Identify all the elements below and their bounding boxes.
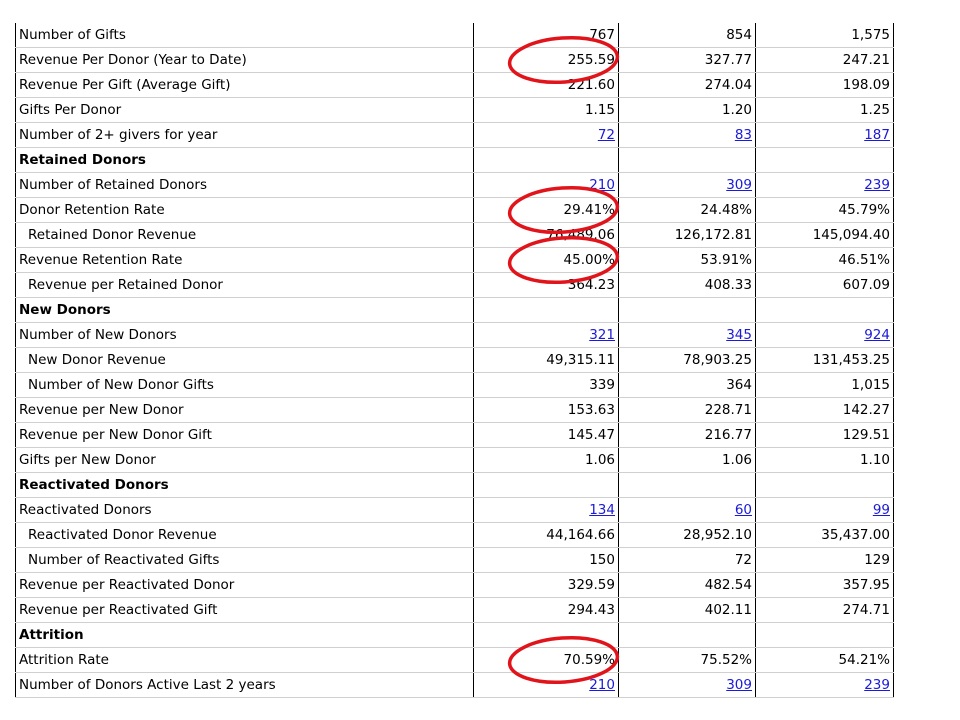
- value-cell: 1.25: [756, 98, 894, 123]
- row-label: Reactivated Donors: [16, 498, 474, 523]
- row-label: Number of 2+ givers for year: [16, 123, 474, 148]
- table-row: [16, 398, 894, 423]
- section-header-row: [16, 298, 894, 323]
- drilldown-link[interactable]: 83: [734, 127, 752, 143]
- value-cell: 46.51%: [756, 248, 894, 273]
- drilldown-link[interactable]: 345: [726, 327, 752, 343]
- value-cell: [619, 623, 756, 648]
- value-cell: 131,453.25: [756, 348, 894, 373]
- drilldown-link[interactable]: 239: [864, 177, 890, 193]
- value-cell: 53.91%: [619, 248, 756, 273]
- row-label: Retained Donor Revenue: [16, 223, 474, 248]
- row-label: Number of New Donor Gifts: [16, 373, 474, 398]
- value-cell: 150: [474, 548, 619, 573]
- table-row: [16, 198, 894, 223]
- value-cell: 35,437.00: [756, 523, 894, 548]
- value-cell: 364: [619, 373, 756, 398]
- value-cell: 482.54: [619, 573, 756, 598]
- value-cell: 126,172.81: [619, 223, 756, 248]
- value-cell: 339: [474, 373, 619, 398]
- table-row: [16, 448, 894, 473]
- value-cell: 24.48%: [619, 198, 756, 223]
- drilldown-link[interactable]: 210: [589, 177, 615, 193]
- row-label: Revenue per Reactivated Donor: [16, 573, 474, 598]
- table-row: [16, 173, 894, 198]
- value-cell: 28,952.10: [619, 523, 756, 548]
- row-label: Number of Donors Active Last 2 years: [16, 673, 474, 698]
- table-row: [16, 648, 894, 673]
- value-cell: 357.95: [756, 573, 894, 598]
- value-cell: [474, 298, 619, 323]
- value-cell: 45.00%: [474, 248, 619, 273]
- value-cell: 75.52%: [619, 648, 756, 673]
- section-title: Retained Donors: [16, 148, 474, 173]
- value-cell: [756, 298, 894, 323]
- table-row: [16, 123, 894, 148]
- table-row: [16, 273, 894, 298]
- table-row: [16, 73, 894, 98]
- value-cell: 44,164.66: [474, 523, 619, 548]
- donor-metrics-table: [15, 23, 894, 698]
- table-row: [16, 523, 894, 548]
- value-cell: 294.43: [474, 598, 619, 623]
- table-row: [16, 598, 894, 623]
- value-cell: 255.59: [474, 48, 619, 73]
- value-cell: 70.59%: [474, 648, 619, 673]
- section-header-row: [16, 623, 894, 648]
- section-header-row: [16, 148, 894, 173]
- value-cell: 198.09: [756, 73, 894, 98]
- section-title: Reactivated Donors: [16, 473, 474, 498]
- table-row: [16, 348, 894, 373]
- value-cell: [474, 498, 619, 523]
- value-cell: [756, 623, 894, 648]
- value-cell: 364.23: [474, 273, 619, 298]
- value-cell: 145,094.40: [756, 223, 894, 248]
- value-cell: 854: [619, 23, 756, 48]
- value-cell: 145.47: [474, 423, 619, 448]
- value-cell: 607.09: [756, 273, 894, 298]
- row-label: Revenue per Retained Donor: [16, 273, 474, 298]
- value-cell: [474, 473, 619, 498]
- value-cell: 76,489.06: [474, 223, 619, 248]
- value-cell: [474, 323, 619, 348]
- value-cell: 129: [756, 548, 894, 573]
- value-cell: 49,315.11: [474, 348, 619, 373]
- value-cell: 767: [474, 23, 619, 48]
- value-cell: [619, 173, 756, 198]
- value-cell: [474, 673, 619, 698]
- row-label: Revenue per New Donor Gift: [16, 423, 474, 448]
- drilldown-link[interactable]: 72: [597, 127, 615, 143]
- value-cell: [756, 123, 894, 148]
- value-cell: [756, 148, 894, 173]
- value-cell: [756, 173, 894, 198]
- row-label: Revenue Per Donor (Year to Date): [16, 48, 474, 73]
- value-cell: [619, 673, 756, 698]
- row-label: Donor Retention Rate: [16, 198, 474, 223]
- row-label: Revenue per Reactivated Gift: [16, 598, 474, 623]
- row-label: Gifts Per Donor: [16, 98, 474, 123]
- value-cell: 129.51: [756, 423, 894, 448]
- row-label: Number of New Donors: [16, 323, 474, 348]
- value-cell: 1.15: [474, 98, 619, 123]
- row-label: Number of Retained Donors: [16, 173, 474, 198]
- value-cell: [619, 498, 756, 523]
- value-cell: 402.11: [619, 598, 756, 623]
- table-row: [16, 673, 894, 698]
- value-cell: 408.33: [619, 273, 756, 298]
- table-row: [16, 23, 894, 48]
- drilldown-link[interactable]: 99: [872, 502, 890, 518]
- table-row: [16, 423, 894, 448]
- value-cell: [756, 473, 894, 498]
- value-cell: [619, 123, 756, 148]
- table-row: [16, 573, 894, 598]
- drilldown-link[interactable]: 924: [864, 327, 890, 343]
- drilldown-link[interactable]: 309: [726, 177, 752, 193]
- section-title: Attrition: [16, 623, 474, 648]
- drilldown-link[interactable]: 309: [726, 677, 752, 693]
- row-label: Gifts per New Donor: [16, 448, 474, 473]
- value-cell: 72: [619, 548, 756, 573]
- value-cell: 1,015: [756, 373, 894, 398]
- value-cell: 274.71: [756, 598, 894, 623]
- value-cell: [619, 298, 756, 323]
- drilldown-link[interactable]: 321: [589, 327, 615, 343]
- value-cell: 329.59: [474, 573, 619, 598]
- row-label: Revenue per New Donor: [16, 398, 474, 423]
- row-label: Attrition Rate: [16, 648, 474, 673]
- row-label: Reactivated Donor Revenue: [16, 523, 474, 548]
- value-cell: 1.06: [619, 448, 756, 473]
- value-cell: 54.21%: [756, 648, 894, 673]
- drilldown-link[interactable]: 60: [734, 502, 752, 518]
- value-cell: [474, 623, 619, 648]
- table-row: [16, 98, 894, 123]
- table-row: [16, 248, 894, 273]
- row-label: New Donor Revenue: [16, 348, 474, 373]
- value-cell: 1.10: [756, 448, 894, 473]
- value-cell: 228.71: [619, 398, 756, 423]
- drilldown-link[interactable]: 187: [864, 127, 890, 143]
- value-cell: [619, 473, 756, 498]
- value-cell: 29.41%: [474, 198, 619, 223]
- table-row: [16, 548, 894, 573]
- value-cell: [756, 673, 894, 698]
- drilldown-link[interactable]: 210: [589, 677, 615, 693]
- value-cell: [474, 148, 619, 173]
- value-cell: 216.77: [619, 423, 756, 448]
- table-row: [16, 323, 894, 348]
- value-cell: 153.63: [474, 398, 619, 423]
- value-cell: [619, 323, 756, 348]
- value-cell: [474, 123, 619, 148]
- section-title: New Donors: [16, 298, 474, 323]
- value-cell: 1.06: [474, 448, 619, 473]
- table-row: [16, 498, 894, 523]
- row-label: Number of Reactivated Gifts: [16, 548, 474, 573]
- value-cell: 45.79%: [756, 198, 894, 223]
- value-cell: 1.20: [619, 98, 756, 123]
- value-cell: 78,903.25: [619, 348, 756, 373]
- value-cell: 221.60: [474, 73, 619, 98]
- drilldown-link[interactable]: 239: [864, 677, 890, 693]
- value-cell: [756, 323, 894, 348]
- table-row: [16, 48, 894, 73]
- value-cell: 247.21: [756, 48, 894, 73]
- row-label: Revenue Retention Rate: [16, 248, 474, 273]
- value-cell: 274.04: [619, 73, 756, 98]
- value-cell: 327.77: [619, 48, 756, 73]
- section-header-row: [16, 473, 894, 498]
- table-row: [16, 373, 894, 398]
- drilldown-link[interactable]: 134: [589, 502, 615, 518]
- value-cell: [619, 148, 756, 173]
- value-cell: [474, 173, 619, 198]
- table-row: [16, 223, 894, 248]
- row-label: Number of Gifts: [16, 23, 474, 48]
- value-cell: 1,575: [756, 23, 894, 48]
- value-cell: 142.27: [756, 398, 894, 423]
- row-label: Revenue Per Gift (Average Gift): [16, 73, 474, 98]
- donor-metrics-body: [16, 23, 894, 698]
- value-cell: [756, 498, 894, 523]
